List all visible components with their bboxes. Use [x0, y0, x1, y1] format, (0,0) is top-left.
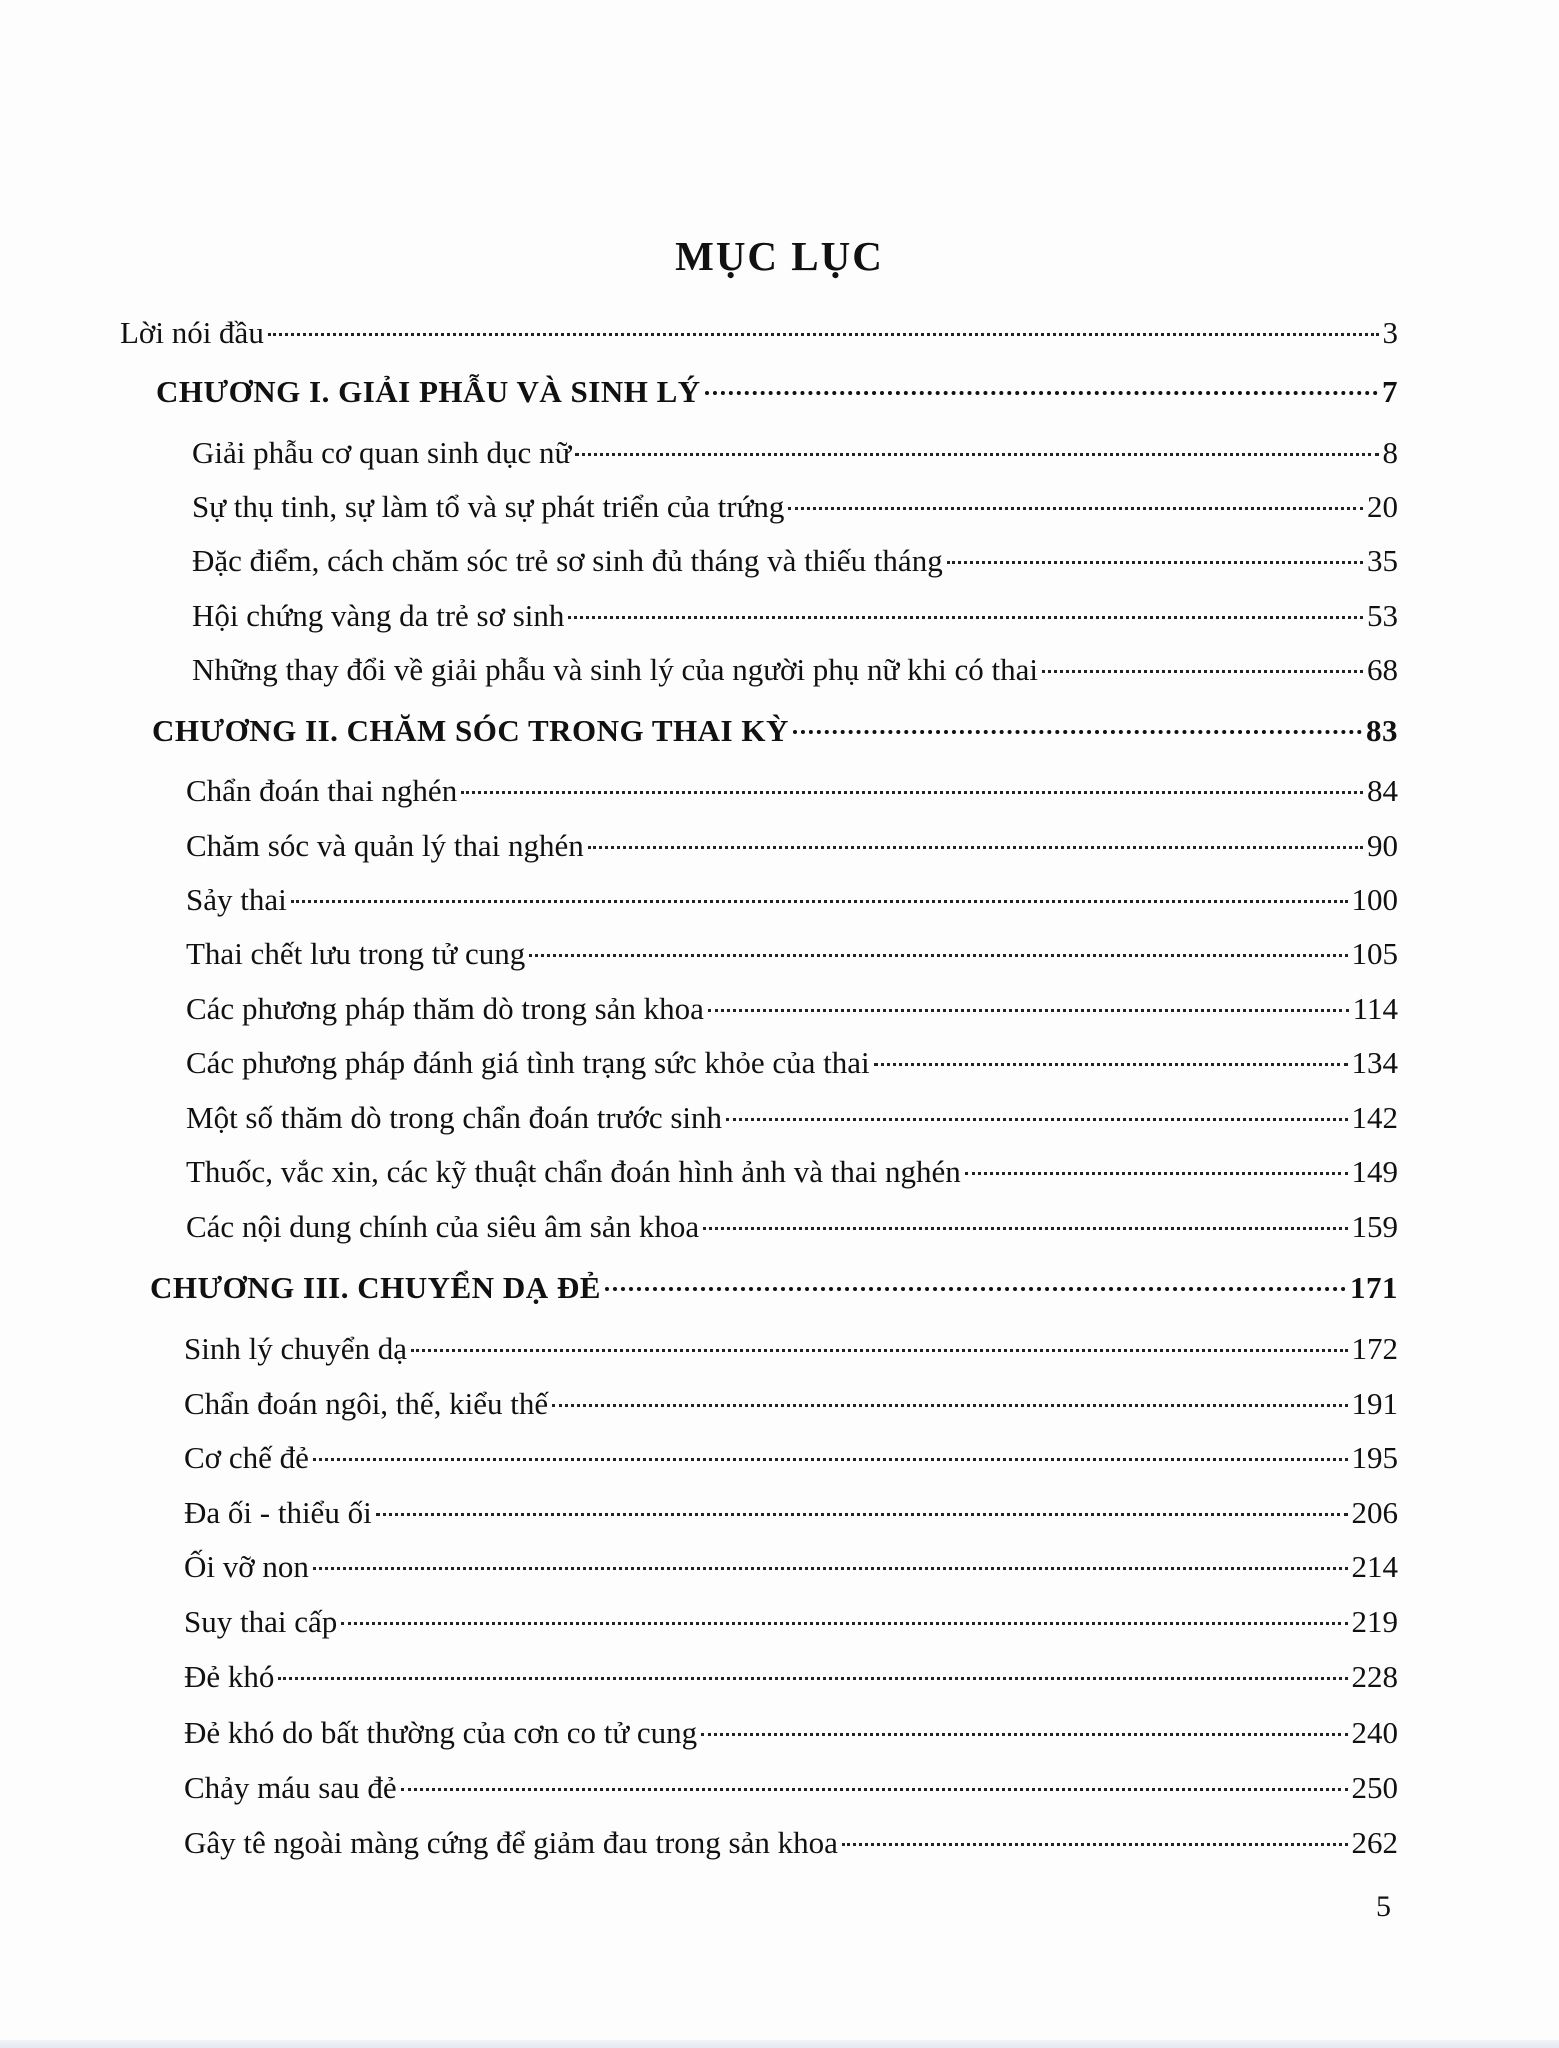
toc-chapter-1 — [156, 372, 1398, 412]
toc-entry-page: 7 — [1382, 374, 1398, 409]
toc-entry-label: Suy thai cấp — [184, 1604, 338, 1639]
toc-entry-label: Sảy thai — [186, 882, 287, 917]
dot-leader — [842, 1843, 1348, 1846]
dot-leader — [708, 1009, 1349, 1012]
dot-leader — [401, 1788, 1348, 1791]
toc-entry-page: 191 — [1351, 1386, 1398, 1421]
toc-entry — [184, 1768, 1398, 1808]
toc-entry — [184, 1329, 1398, 1369]
toc-entry-page: 250 — [1351, 1770, 1398, 1805]
toc-entry — [184, 1602, 1398, 1642]
toc-entry — [184, 1438, 1398, 1478]
toc-entry — [186, 989, 1398, 1029]
dot-leader — [291, 900, 1348, 903]
toc-entry-page: 20 — [1367, 489, 1398, 524]
toc-entry-page: 142 — [1351, 1100, 1398, 1135]
toc-entry-label: Giải phẫu cơ quan sinh dục nữ — [192, 435, 572, 470]
toc-entry-label: Cơ chế đẻ — [184, 1440, 309, 1475]
toc-entry-page: 53 — [1367, 598, 1398, 633]
dot-leader — [268, 333, 1379, 336]
toc-entry-label: Sinh lý chuyển dạ — [184, 1331, 407, 1366]
toc-entry-page: 171 — [1350, 1270, 1398, 1305]
toc-entry — [186, 1043, 1398, 1083]
dot-leader — [376, 1513, 1348, 1516]
toc-chapter-label: CHƯƠNG I. GIẢI PHẪU VÀ SINH LÝ — [156, 374, 701, 409]
toc-entry-label: Đặc điểm, cách chăm sóc trẻ sơ sinh đủ tháng và thiếu tháng — [192, 543, 943, 578]
dot-leader — [705, 391, 1378, 395]
dot-leader — [1042, 670, 1363, 673]
toc-entry-page: 114 — [1352, 991, 1398, 1026]
dot-leader — [278, 1677, 1347, 1680]
toc-entry-label: Đẻ khó — [184, 1659, 275, 1694]
toc-entry-label: Thuốc, vắc xin, các kỹ thuật chẩn đoán hình ảnh và thai nghén — [186, 1154, 961, 1189]
dot-leader — [313, 1458, 1348, 1461]
dot-leader — [947, 561, 1363, 564]
dot-leader — [605, 1287, 1346, 1291]
toc-entry-label: Gây tê ngoài màng cứng để giảm đau trong sản khoa — [184, 1825, 838, 1860]
toc-entry-label: Chăm sóc và quản lý thai nghén — [186, 828, 584, 863]
dot-leader — [313, 1567, 1348, 1570]
toc-entry — [184, 1823, 1398, 1863]
toc-entry — [184, 1713, 1398, 1753]
toc-entry — [184, 1657, 1398, 1697]
dot-leader — [575, 453, 1378, 456]
dot-leader — [529, 954, 1347, 957]
toc-entry — [192, 487, 1398, 527]
dot-leader — [788, 507, 1363, 510]
dot-leader — [568, 616, 1363, 619]
toc-entry-page: 105 — [1351, 936, 1398, 971]
toc-chapter-3 — [150, 1268, 1398, 1308]
page-number: 5 — [1376, 1890, 1391, 1923]
dot-leader — [703, 1227, 1347, 1230]
toc-entry-page: 262 — [1351, 1825, 1398, 1860]
toc-title: MỤC LỤC — [675, 233, 884, 279]
toc-entry-page: 172 — [1351, 1331, 1398, 1366]
toc-entry — [186, 1098, 1398, 1138]
toc-entry-page: 214 — [1351, 1549, 1398, 1584]
toc-entry — [186, 934, 1398, 974]
toc-entry — [186, 1207, 1398, 1247]
toc-chapter-2 — [152, 711, 1398, 751]
dot-leader — [411, 1349, 1348, 1352]
toc-entry-preface — [120, 313, 1398, 353]
dot-leader — [726, 1118, 1347, 1121]
dot-leader — [461, 791, 1363, 794]
toc-entry — [186, 1152, 1398, 1192]
toc-entry-page: 8 — [1382, 435, 1398, 470]
toc-entry — [192, 650, 1398, 690]
toc-entry — [192, 433, 1398, 473]
toc-entry — [186, 880, 1398, 920]
toc-entry-page: 90 — [1367, 828, 1398, 863]
toc-entry-page: 206 — [1351, 1495, 1398, 1530]
toc-chapter-label: CHƯƠNG II. CHĂM SÓC TRONG THAI KỲ — [152, 713, 789, 748]
scan-edge — [0, 2040, 1559, 2048]
dot-leader — [793, 730, 1362, 734]
toc-entry-page: 134 — [1351, 1045, 1398, 1080]
toc-entry-page: 83 — [1366, 713, 1398, 748]
toc-entry-page: 219 — [1351, 1604, 1398, 1639]
toc-entry-label: Chẩn đoán ngôi, thế, kiểu thế — [184, 1386, 549, 1421]
toc-entry — [192, 596, 1398, 636]
toc-entry — [184, 1384, 1398, 1424]
toc-entry-label: Những thay đổi về giải phẫu và sinh lý của người phụ nữ khi có thai — [192, 652, 1038, 687]
toc-entry-label: Ối vỡ non — [184, 1549, 309, 1584]
toc-entry-label: Chảy máu sau đẻ — [184, 1770, 397, 1805]
toc-entry-page: 84 — [1367, 773, 1398, 808]
dot-leader — [588, 846, 1363, 849]
toc-entry-page: 195 — [1351, 1440, 1398, 1475]
toc-entry-page: 35 — [1367, 543, 1398, 578]
toc-entry-label: Lời nói đầu — [120, 315, 264, 350]
toc-entry-page: 228 — [1351, 1659, 1398, 1694]
toc-entry — [184, 1493, 1398, 1533]
toc-entry-label: Một số thăm dò trong chẩn đoán trước sinh — [186, 1100, 723, 1135]
dot-leader — [341, 1622, 1347, 1625]
toc-entry — [186, 826, 1398, 866]
toc-entry-page: 240 — [1351, 1715, 1398, 1750]
toc-entry-label: Đa ối - thiểu ối — [184, 1495, 372, 1530]
dot-leader — [701, 1733, 1347, 1736]
toc-entry-page: 149 — [1351, 1154, 1398, 1189]
dot-leader — [965, 1172, 1348, 1175]
toc-entry-label: Đẻ khó do bất thường của cơn co tử cung — [184, 1715, 698, 1750]
toc-entry — [184, 1547, 1398, 1587]
toc-entry-label: Các phương pháp đánh giá tình trạng sức khỏe của thai — [186, 1045, 870, 1080]
toc-entry-label: Hội chứng vàng da trẻ sơ sinh — [192, 598, 565, 633]
toc-entry-page: 68 — [1367, 652, 1398, 687]
dot-leader — [552, 1404, 1347, 1407]
toc-chapter-label: CHƯƠNG III. CHUYỂN DẠ ĐẺ — [150, 1270, 601, 1305]
toc-entry-label: Thai chết lưu trong tử cung — [186, 936, 526, 971]
toc-entry — [192, 541, 1398, 581]
toc-entry-page: 100 — [1351, 882, 1398, 917]
toc-entry-label: Chẩn đoán thai nghén — [186, 773, 458, 808]
toc-entry — [186, 771, 1398, 811]
dot-leader — [874, 1063, 1348, 1066]
toc-entry-page: 3 — [1382, 315, 1398, 350]
toc-entry-label: Các nội dung chính của siêu âm sản khoa — [186, 1209, 700, 1244]
toc-entry-page: 159 — [1351, 1209, 1398, 1244]
toc-entry-label: Sự thụ tinh, sự làm tổ và sự phát triển của trứng — [192, 489, 785, 524]
toc-entry-label: Các phương pháp thăm dò trong sản khoa — [186, 991, 704, 1026]
